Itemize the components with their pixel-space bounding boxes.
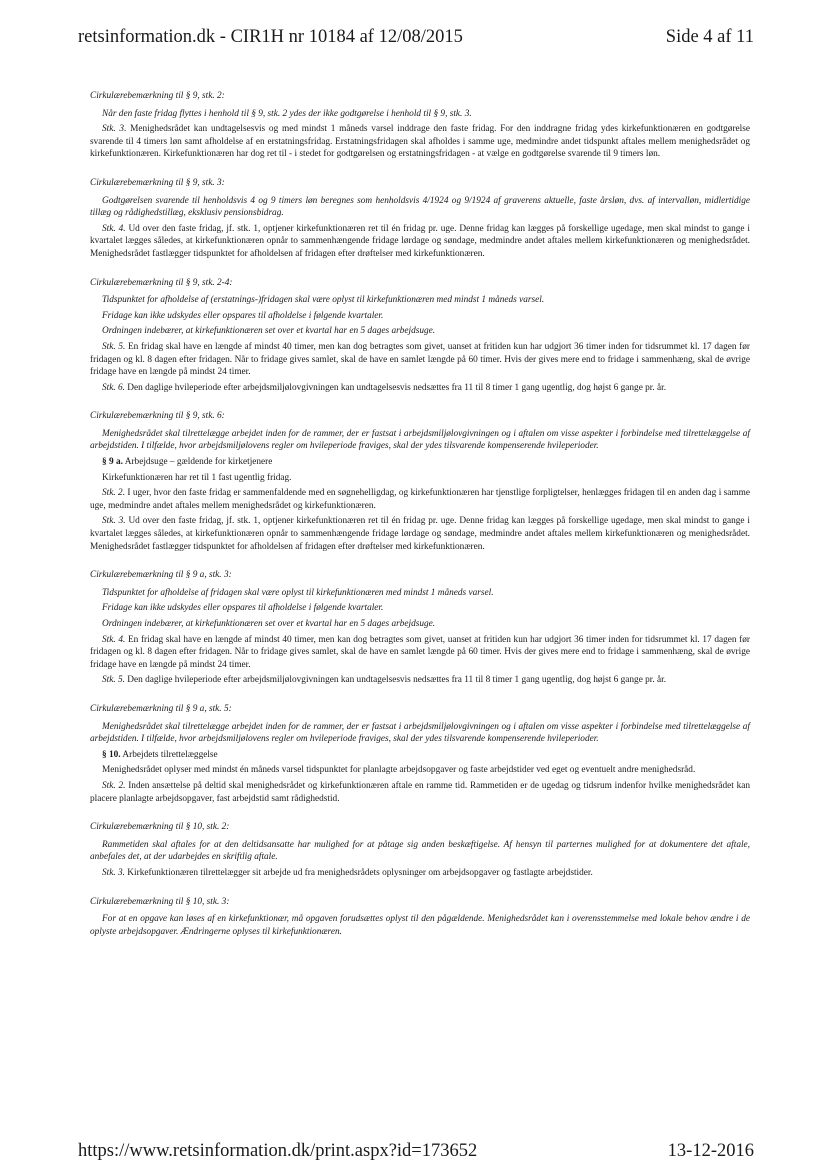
remark-heading: Cirkulærebemærkning til § 9, stk. 2:	[90, 91, 225, 101]
section-gap	[90, 808, 750, 821]
section-gap	[90, 556, 750, 569]
stk-label: Stk. 2.	[102, 488, 126, 499]
remark-heading: Cirkulærebemærkning til § 9, stk. 3:	[90, 177, 225, 188]
remark-heading: Cirkulærebemærkning til § 9 a, stk. 3:	[90, 570, 232, 581]
stk-label: Stk. 3.	[102, 516, 126, 527]
remark-heading: Cirkulærebemærkning til § 9, stk. 6:	[90, 411, 225, 422]
stk-paragraph	[90, 382, 750, 395]
remark-text: Ordningen indebærer, at kirkefunktionæren set over et kvartal har en 5 dages arbejdsuge.	[102, 619, 436, 629]
stk-label: Stk. 6.	[102, 382, 125, 393]
paragraph-text: En fridag skal have en længde af mindst 40 timer, men kan dog betragtes som givet, uanset at fritiden kun har udgjort 36 timer inden for tidsrummet kl. 17 dagen før fridagen og kl. 8 dagen efter fridagen. Når to fridage gives samlet, skal de have en samlet længde på 60 timer. Hvis der gives mere end to fridage i sammenhæng, skal de øvrige fridage have en længde på mindst 24 timer.	[90, 634, 751, 670]
remark-text: Fridage kan ikke udskydes eller opspares til afholdelse i følgende kvartaler.	[102, 603, 384, 614]
stk-paragraph	[90, 867, 750, 880]
stk-paragraph	[90, 123, 750, 161]
stk-paragraph	[90, 634, 750, 672]
stk-label: Stk. 2.	[102, 780, 126, 791]
source-url[interactable]: https://www.retsinformation.dk/print.aspx?id=173652	[78, 1141, 478, 1161]
remark-text: Ordningen indebærer, at kirkefunktionæren set over et kvartal har en 5 dages arbejdsuge.	[102, 326, 436, 337]
stk-label: Stk. 4.	[102, 634, 126, 645]
section-gap	[90, 690, 750, 703]
remark-text: Fridage kan ikke udskydes eller opspares til afholdelse i følgende kvartaler.	[102, 310, 384, 321]
section-gap	[90, 164, 750, 177]
remark-heading: Cirkulærebemærkning til § 10, stk. 2:	[90, 822, 230, 833]
stk-paragraph	[90, 223, 750, 261]
section-paragraph	[90, 749, 750, 762]
document-body	[90, 90, 750, 941]
stk-label: Stk. 5.	[102, 675, 125, 686]
section-number: § 10.	[102, 749, 121, 760]
paragraph-text: Ud over den faste fridag, jf. stk. 1, optjener kirkefunktionæren ret til én fridag pr. uge. Denne fridag kan lægges på forskellige ugedage, men skal mindst to gange i kvartalet lægges således, at kirkefunktionæren opnår to sammenhængende fridage lørdage og søndage, medmindre andet aftales mellem kirkefunktionæren og menighedsrådet. Menighedsrådet fastlægger tidspunktet for afholdelsen af fridagen efter drøftelser med kirkefunktionæren.	[90, 516, 750, 552]
remark-heading: Cirkulærebemærkning til § 10, stk. 3:	[90, 896, 230, 907]
provision-text: Menighedsrådet oplyser med mindst én måneds varsel tidspunktet for planlagte arbejdsopgaver og faste arbejdstider ved eget og eventuelt andre menighedsråd.	[102, 765, 696, 776]
paragraph-text: Den daglige hvileperiode efter arbejdsmiljølovgivningen kan undtagelsesvis nedsættes fra 11 til 8 timer 1 gang ugentlig, dog højst 6 gange pr. år.	[124, 382, 667, 393]
remark-text: Rammetiden skal aftales for at den deltidsansatte har mulighed for at påtage sig anden beskæftigelse. Af hensyn til parternes mulighed for at dokumentere det aftale, anbefales det, at der udarbejdes en skriftlig aftale.	[90, 839, 750, 863]
paragraph-text: I uger, hvor den faste fridag er sammenfaldende med en søgnehelligdag, og kirkefunktionæren har tjenstlige forpligtelser, henlægges fridagen til en anden dag i samme uge, medmindre andet aftales mellem menighedsrådet og kirkefunktionæren.	[90, 488, 750, 511]
remark-text: Godtgørelsen svarende til henholdsvis 4 og 9 timers løn beregnes som henholdsvis 4/1924 og 9/1924 af graverens aktuelle, faste årsløn, dvs. af intervalløn, midlertidige tillæg og rådighedstillæg, eksklusiv pensionsbidrag.	[90, 195, 750, 219]
provision-text: Kirkefunktionæren har ret til 1 fast ugentlig fridag.	[102, 472, 292, 483]
remark-text: Menighedsrådet skal tilrettelægge arbejdet inden for de rammer, der er fastsat i arbejdsmiljølovgivningen og i aftalen om visse aspekter i forbindelse med tilrettelæggelse af arbejdstiden. I tilfælde, hvor arbejdsmiljølovens regler om hvileperiode fraviges, skal der ydes tilsvarende kompenserende hvileperioder.	[90, 428, 750, 452]
remark-text: Når den faste fridag flyttes i henhold til § 9, stk. 2 ydes der ikke godtgørelse i henhold til § 9, stk. 3.	[102, 108, 472, 119]
stk-paragraph	[90, 515, 750, 553]
stk-paragraph	[90, 780, 750, 805]
stk-label: Stk. 3.	[102, 867, 125, 878]
stk-paragraph	[90, 341, 750, 379]
stk-paragraph	[90, 674, 750, 687]
remark-text: Tidspunktet for afholdelse af fridagen skal være oplyst til kirkefunktionæren med mindst 1 måneds varsel.	[102, 587, 494, 598]
section-gap	[90, 883, 750, 896]
stk-label: Stk. 3.	[102, 124, 127, 135]
stk-paragraph	[90, 487, 750, 512]
document-title: retsinformation.dk - CIR1H nr 10184 af 12/08/2015	[78, 27, 463, 47]
remark-text: Tidspunktet for afholdelse af (erstatnings-)fridagen skal være oplyst til kirkefunktionæren med mindst 1 måneds varsel.	[102, 295, 545, 306]
page-number: Side 4 af 11	[665, 27, 754, 47]
section-gap	[90, 264, 750, 277]
paragraph-text: Arbejdets tilrettelæggelse	[120, 749, 218, 760]
stk-label: Stk. 4.	[102, 223, 126, 234]
remark-text: For at en opgave kan løses af en kirkefunktionær, må opgaven forudsættes oplyst til den pågældende. Menighedsrådet kan i overensstemmelse med lokale behov ændre i de oplyste arbejdsopgaver. Ændringerne oplyses til kirkefunktionæren.	[90, 914, 750, 937]
remark-heading: Cirkulærebemærkning til § 9 a, stk. 5:	[90, 703, 232, 714]
remark-heading: Cirkulærebemærkning til § 9, stk. 2-4:	[90, 277, 233, 288]
section-paragraph	[90, 456, 750, 469]
paragraph-text: Menighedsrådet kan undtagelsesvis og med mindst 1 måneds varsel inddrage den faste fridag. For den inddragne fridag ydes kirkefunktionæren en godtgørelse svarende til 4 timers løn samt afholdelse af en erstatningsfridag. Erstatningsfridagen skal afholdes i samme uge, medmindre andet tidspunkt aftales mellem menighedsrådet og kirkefunktionæren. Kirkefunktionæren har dog ret til - i stedet for godtgørelsen og erstatningsfridagen - at vælge en godtgørelse svarende til 9 timers løn.	[90, 124, 751, 160]
remark-text: Menighedsrådet skal tilrettelægge arbejdet inden for de rammer, der er fastsat i arbejdsmiljølovgivningen og i aftalen om visse aspekter i forbindelse med tilrettelæggelse af arbejdstiden. I tilfælde, hvor arbejdsmiljølovens regler om hvileperiode fraviges, skal der ydes tilsvarende kompenserende hvileperioder.	[90, 721, 750, 745]
section-number: § 9 a.	[102, 457, 123, 468]
paragraph-text: Ud over den faste fridag, jf. stk. 1, optjener kirkefunktionæren ret til én fridag pr. uge. Denne fridag kan lægges på forskellige ugedage, men skal mindst to gange i kvartalet lægges således, at kirkefunktionæren opnår to sammenhængende fridage lørdage og søndage, medmindre andet aftales mellem kirkefunktionæren og menighedsrådet. Menighedsrådet fastlægger tidspunktet for afholdelsen af fridagen efter drøftelser med kirkefunktionæren.	[90, 223, 750, 259]
paragraph-text: Den daglige hvileperiode efter arbejdsmiljølovgivningen kan undtagelsesvis nedsættes fra 11 til 8 timer 1 gang ugentlig, dog højst 6 gange pr. år.	[124, 675, 667, 686]
paragraph-text: En fridag skal have en længde af mindst 40 timer, men kan dog betragtes som givet, uanset at fritiden kun har udgjort 36 timer inden for tidsrummet kl. 17 dagen før fridagen og kl. 8 dagen efter fridagen. Når to fridage gives samlet, skal de have en samlet længde på 60 timer. Hvis der gives mere end to fridage i sammenhæng, skal de øvrige fridage have en længde på mindst 24 timer.	[90, 341, 751, 378]
paragraph-text: Inden ansættelse på deltid skal menighedsrådet og kirkefunktionæren aftale en ramme tid. Rammetiden er de ugedag og tidsrum indenfor hvilke menighedsrådet kan placere planlagte arbejdsopgaver, fast arbejdstid samt rådighedstid.	[90, 780, 750, 804]
paragraph-text: Arbejdsuge – gældende for kirketjenere	[122, 457, 273, 468]
paragraph-text: Kirkefunktionæren tilrettelægger sit arbejde ud fra menighedsrådets oplysninger om arbejdsopgaver og fastlagte arbejdstider.	[124, 867, 593, 878]
stk-label: Stk. 5.	[102, 341, 126, 352]
section-gap	[90, 397, 750, 410]
print-date: 13-12-2016	[667, 1141, 754, 1161]
